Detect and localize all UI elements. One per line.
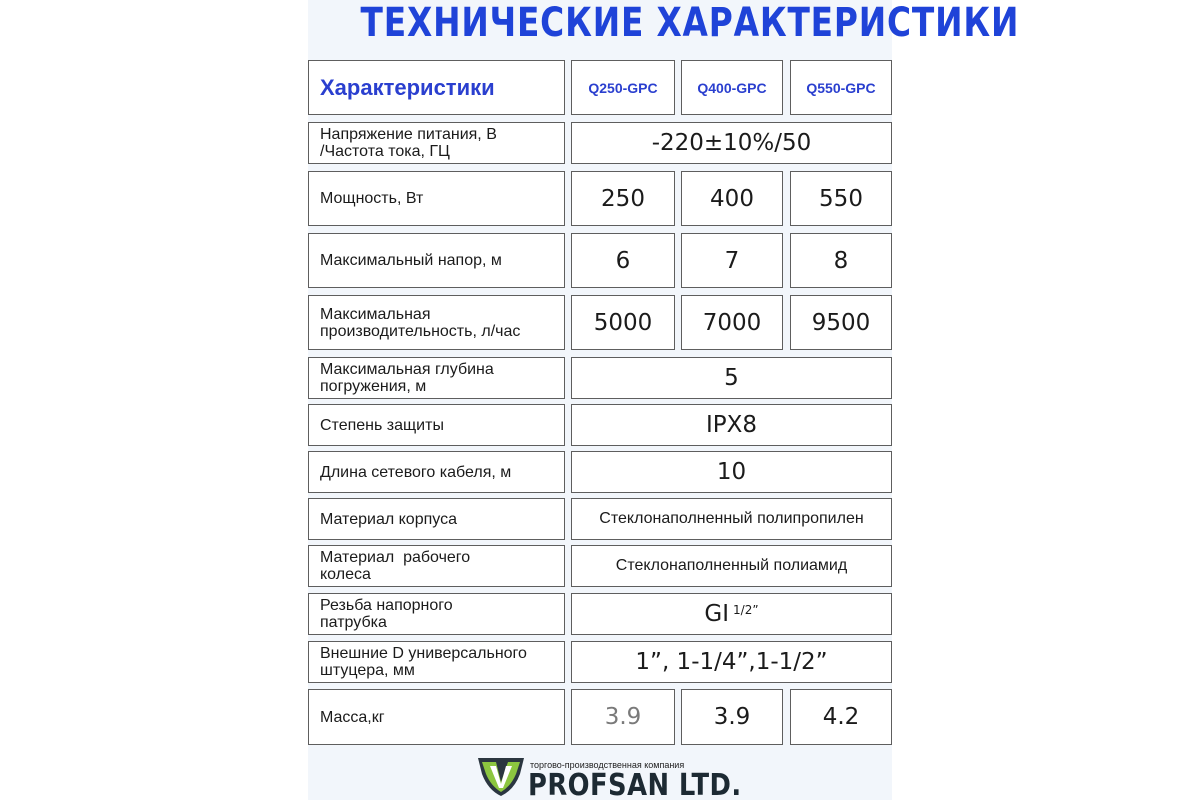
value-text: IPX8 (705, 412, 758, 438)
header-model-q400 (681, 60, 783, 115)
header-model-label: Q400-GPC (697, 79, 767, 96)
header-characteristics (308, 60, 565, 115)
value-text: -220±10%/50 (651, 130, 812, 156)
header-model-label: Q250-GPC (588, 79, 658, 96)
label-line: Напряжение питания, В (320, 126, 497, 143)
label-line: Внешние D универсального (320, 645, 527, 662)
header-model-q550 (790, 60, 892, 115)
header-model-q250 (571, 60, 675, 115)
row-label-cable (308, 451, 565, 493)
header-characteristics-label: Характеристики (320, 74, 495, 100)
row-value-power-q250 (571, 171, 675, 226)
label-text: Степень защиты (320, 416, 444, 434)
value-superscript: 1/2” (733, 603, 759, 617)
row-label-mass (308, 689, 565, 745)
row-label-flow (308, 295, 565, 350)
header-model-label: Q550-GPC (806, 79, 876, 96)
row-label-depth (308, 357, 565, 399)
label-line: Максимальная глубина (320, 361, 494, 378)
row-value-depth (571, 357, 892, 399)
value-text: 7 (724, 247, 740, 274)
row-value-head-q250 (571, 233, 675, 288)
label-line: производительность, л/час (320, 322, 521, 340)
label-line: патрубка (320, 614, 387, 631)
row-value-flow-q400 (681, 295, 783, 350)
value-text: 5 (724, 365, 739, 391)
value-text: GI (704, 601, 730, 627)
row-value-fitting (571, 641, 892, 683)
value-text: 5000 (593, 309, 653, 336)
label-text: Масса,кг (320, 708, 385, 726)
row-value-impeller-material (571, 545, 892, 587)
label-line: Резьба напорного (320, 597, 453, 614)
row-label-body-material (308, 498, 565, 540)
value-text: 3.9 (713, 704, 751, 730)
row-value-power-q400 (681, 171, 783, 226)
value-text: 8 (833, 247, 849, 274)
value-text: 1”, 1-1/4”,1-1/2” (635, 649, 828, 675)
logo-name: PROFSAN LTD. (528, 768, 742, 803)
value-text: Стеклонаполненный полипропилен (599, 510, 864, 527)
row-value-head-q400 (681, 233, 783, 288)
label-line: Максимальная (320, 305, 431, 323)
row-label-protection (308, 404, 565, 446)
value-text: 6 (615, 247, 631, 274)
row-label-power (308, 171, 565, 226)
label-line: штуцера, мм (320, 662, 415, 679)
profsan-logo-icon (476, 752, 526, 798)
label-line: Материал рабочего (320, 549, 471, 566)
value-text: 7000 (702, 309, 762, 336)
value-text: 10 (716, 459, 747, 485)
value-text: 4.2 (822, 704, 860, 730)
row-value-head-q550 (790, 233, 892, 288)
row-label-fitting (308, 641, 565, 683)
value-text: 550 (819, 185, 863, 212)
value-text: 9500 (811, 309, 871, 336)
row-label-voltage (308, 122, 565, 164)
row-label-head (308, 233, 565, 288)
row-value-voltage (571, 122, 892, 164)
row-value-body-material (571, 498, 892, 540)
row-value-mass-q250 (571, 689, 675, 745)
value-text: 3.9 (604, 704, 642, 730)
row-value-flow-q250 (571, 295, 675, 350)
row-value-mass-q400 (681, 689, 783, 745)
row-value-mass-q550 (790, 689, 892, 745)
page-title: ТЕХНИЧЕСКИЕ ХАРАКТЕРИСТИКИ (360, 0, 1020, 46)
label-text: Материал корпуса (320, 510, 457, 528)
value-text: 250 (601, 185, 645, 212)
label-text: Максимальный напор, м (320, 252, 502, 269)
row-value-protection (571, 404, 892, 446)
value-text: 400 (710, 185, 754, 212)
row-label-thread (308, 593, 565, 635)
label-line: /Частота тока, ГЦ (320, 143, 450, 160)
row-value-cable (571, 451, 892, 493)
label-line: колеса (320, 566, 371, 583)
value-text: Стеклонаполненный полиамид (615, 557, 848, 574)
row-value-flow-q550 (790, 295, 892, 350)
logo-tagline: торгово-производственная компания (530, 760, 685, 770)
label-line: погружения, м (320, 378, 427, 395)
row-value-thread (571, 593, 892, 635)
row-value-power-q550 (790, 171, 892, 226)
row-label-impeller-material (308, 545, 565, 587)
label-text: Длина сетевого кабеля, м (320, 463, 512, 481)
label-text: Мощность, Вт (320, 190, 424, 207)
